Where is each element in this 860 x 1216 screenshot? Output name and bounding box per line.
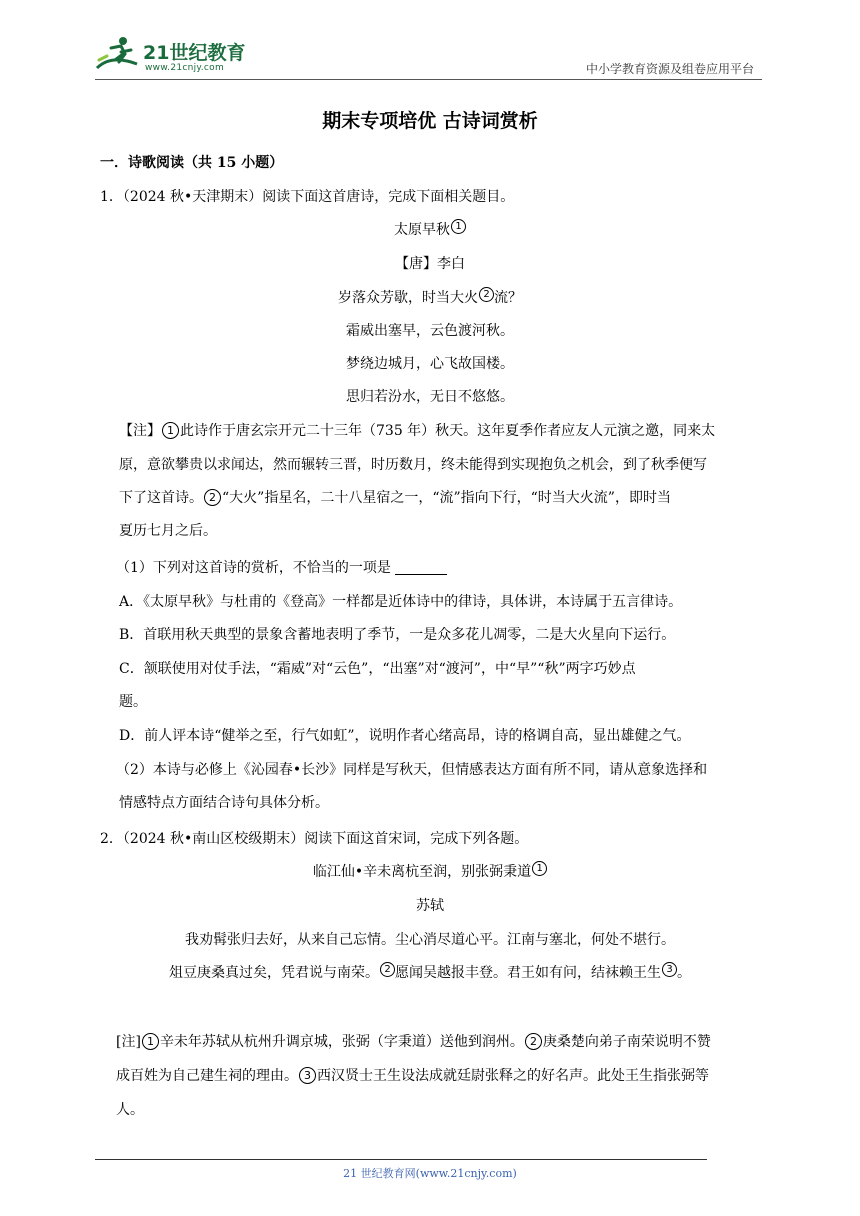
q1-note-line: 原，意欲攀贵以求闻达，然而辗转三晋，时历数月，终未能得到实现抱负之机会，到了秋季便写: [119, 457, 707, 473]
note-label: 【注】: [119, 423, 161, 439]
footnote-marker: 1: [532, 861, 547, 876]
logo-url: www.21cnjy.com: [145, 63, 225, 73]
subquestion-text: （1）下列对这首诗的赏析，不恰当的一项是: [116, 560, 391, 576]
note-text: 下了这首诗。: [119, 490, 203, 506]
footer-link[interactable]: 21 世纪教育网(www.21cnjy.com): [343, 1167, 517, 1180]
q2-note-line: 人。: [116, 1102, 144, 1118]
q1-option-d: D．前人评本诗“健举之至，行气如虹”，说明作者心绪高昂，诗的格调自高，显出雄健之气。: [119, 728, 691, 744]
header-divider: [95, 79, 762, 80]
q1-poem-title-text: 太原早秋: [394, 222, 450, 238]
q1-poem-line: 思归若汾水，无日不悠悠。: [346, 389, 514, 405]
page-title: 期末专项培优 古诗词赏析: [322, 110, 538, 132]
note-text: 成百姓为自己建生祠的理由。: [116, 1068, 298, 1084]
footnote-marker: 2: [525, 1033, 542, 1050]
q1-option-c: C．颔联使用对仗手法，“霜威”对“云色”，“出塞”对“渡河”，中“早”“秋”两字巧妙点: [119, 661, 636, 677]
q1-subquestion-1: [116, 557, 447, 577]
footnote-marker: 3: [299, 1067, 316, 1084]
footnote-marker: 2: [204, 489, 221, 506]
q2-poem-title-text: 临江仙•辛未离杭至润，别张弼秉道: [312, 864, 532, 880]
q2-note-line: [116, 1031, 711, 1051]
q1-line1-a: 岁落众芳歇，时当大火: [338, 290, 478, 306]
q1-option-b: B．首联用秋天典型的景象含蓄地表明了季节，一是众多花儿凋零，二是大火星向下运行。: [119, 627, 676, 643]
q1-note-line: [119, 420, 715, 440]
q1-intro: 1．（2024 秋•天津期末）阅读下面这首唐诗，完成下面相关题目。: [100, 189, 515, 205]
q1-note-line: [119, 487, 671, 507]
q1-note-line: 夏历七月之后。: [119, 523, 217, 539]
note-text: 此诗作于唐玄宗开元二十三年（735 年）秋天。这年夏季作者应友人元演之邀，同来太: [180, 423, 716, 439]
header-tagline: 中小学教育资源及组卷应用平台: [585, 62, 754, 76]
q1-option-c-cont: 题。: [119, 694, 147, 710]
runner-logo-icon: [93, 34, 141, 74]
q2-poem-line: 我劝髯张归去好，从来自己忘情。尘心消尽道心平。江南与塞北，何处不堪行。: [185, 932, 675, 948]
q1-poem-line: 梦绕边城月，心飞故国楼。: [346, 356, 514, 372]
q1-poem-line: 霜威出塞早，云色渡河秋。: [346, 323, 514, 339]
q1-poem-author: 【唐】李白: [395, 256, 465, 272]
logo-text: 21世纪教育: [143, 42, 246, 64]
footnote-marker: 2: [380, 962, 395, 977]
q1-poem-line: [0, 287, 860, 307]
q2-line2-c: 。: [677, 965, 691, 981]
site-logo: [93, 32, 258, 78]
q2-intro: 2．（2024 秋•南山区校级期末）阅读下面这首宋词，完成下列各题。: [100, 831, 529, 847]
q2-note-line: [116, 1065, 709, 1085]
q2-line2-b: 愿闻吴越报丰登。君王如有问，结袜赖王生: [395, 965, 661, 981]
footnote-marker: 2: [479, 287, 494, 302]
q2-poem-author: 苏轼: [416, 898, 444, 914]
note-text: 庚桑楚向弟子南荣说明不赞: [542, 1034, 711, 1050]
section-heading: 一．诗歌阅读（共 15 小题）: [100, 155, 284, 171]
q1-line1-b: 流？: [494, 290, 522, 306]
answer-blank[interactable]: [395, 560, 447, 575]
note-text: 辛未年苏轼从杭州升调京城，张弼（字秉道）送他到润州。: [159, 1034, 524, 1050]
footnote-marker: 1: [162, 422, 179, 439]
note-label: [注]: [116, 1034, 141, 1050]
note-text: 西汉贤士王生设法成就廷尉张释之的好名声。此处王生指张弼等: [317, 1068, 709, 1084]
footnote-marker: 1: [451, 219, 466, 234]
footer-divider: [95, 1159, 707, 1160]
q1-subquestion-2: （2）本诗与必修上《沁园春•长沙》同样是写秋天，但情感表达方面有所不同，请从意象选择和: [116, 762, 708, 778]
q1-subquestion-2-cont: 情感特点方面结合诗句具体分析。: [119, 795, 329, 811]
q2-poem-line: [0, 962, 860, 982]
q2-line2-a: 俎豆庚桑真过矣，凭君说与南荣。: [169, 965, 379, 981]
q1-poem-title: [0, 219, 860, 239]
q2-poem-title: [0, 861, 860, 881]
footnote-marker: 3: [662, 962, 677, 977]
note-text: “大火”指星名，二十八星宿之一，“流”指向下行，“时当大火流”，即时当: [222, 490, 671, 506]
q1-option-a: A．《太原早秋》与杜甫的《登高》一样都是近体诗中的律诗，具体讲，本诗属于五言律诗。: [119, 594, 683, 610]
footnote-marker: 1: [142, 1033, 159, 1050]
